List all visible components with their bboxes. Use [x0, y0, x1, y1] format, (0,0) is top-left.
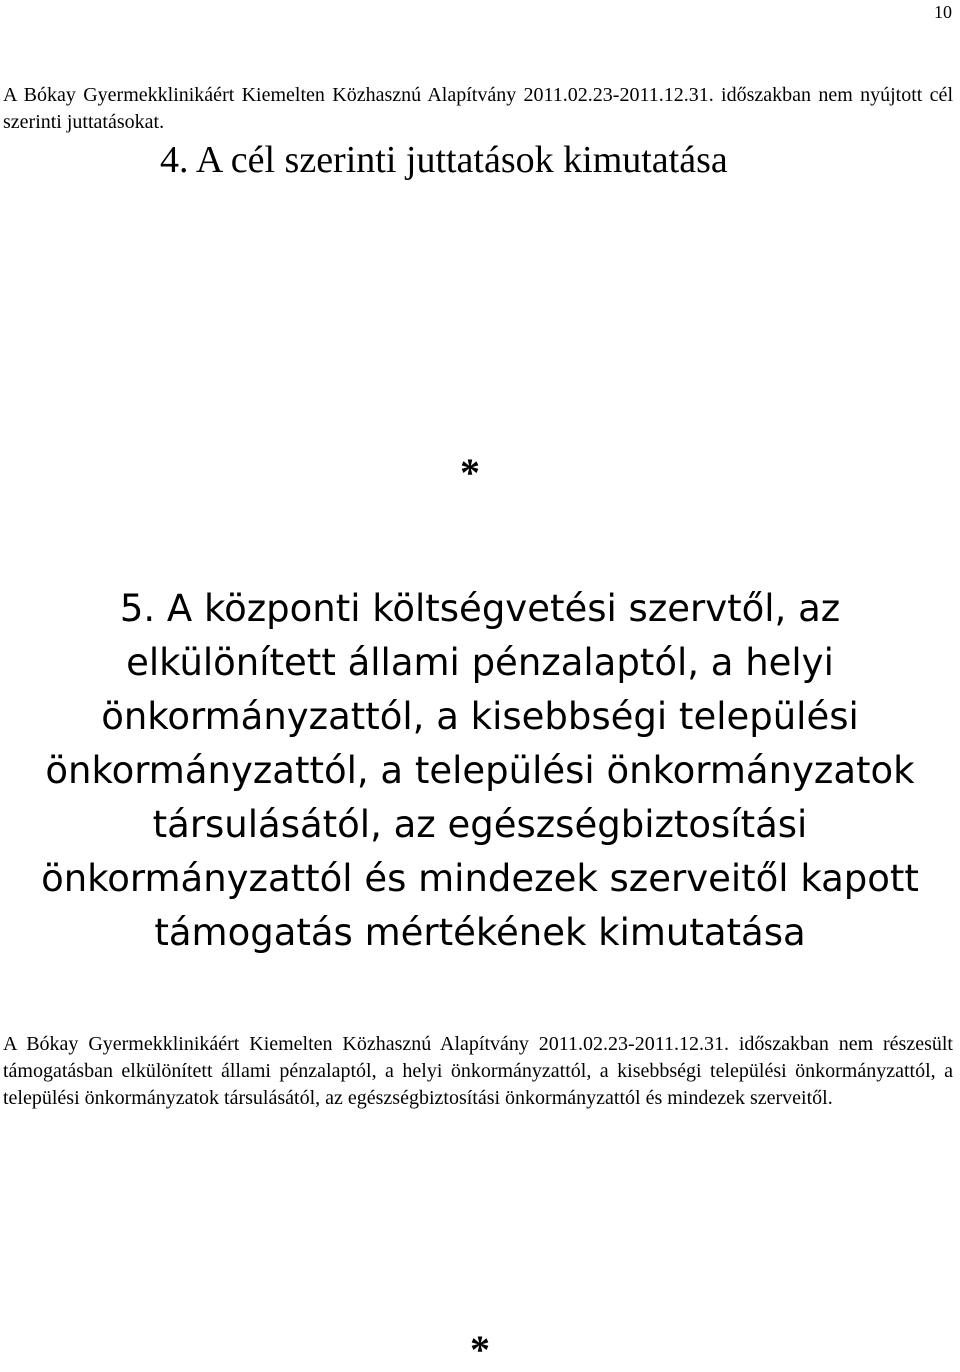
section-4-heading: 4. A cél szerinti juttatások kimutatása [160, 139, 728, 181]
asterisk-separator-2: * [470, 1327, 490, 1372]
section-5-heading: 5. A központi költségvetési szervtől, az elkülönített állami pénzalaptól, a helyi önkormányzattól, a kisebbségi települési önkormányzattól, a települési önkormányzatok társulásától, az egészségbiztosítási önkormányzattól és mindezek szerveitől kapott támogatás mértékének kimutatása [41, 587, 919, 954]
section-4-paragraph: A Bókay Gyermekklinikáért Kiemelten Közhasznú Alapítvány 2011.02.23-2011.12.31. időszakban nem nyújtott cél szerinti juttatásokat. [3, 84, 953, 133]
section-5-paragraph: A Bókay Gyermekklinikáért Kiemelten Közhasznú Alapítvány 2011.02.23-2011.12.31. időszakban nem részesült támogatásban elkülönített állami pénzalaptól, a helyi önkormányzattól, a kisebbségi települési önkormányzattól, a települési önkormányzatok társulásától, az egészségbiztosítási önkormányzattól és mindezek szerveitől. [3, 1033, 953, 1109]
page-number: 10 [934, 2, 952, 22]
asterisk-separator-1: * [460, 450, 480, 495]
